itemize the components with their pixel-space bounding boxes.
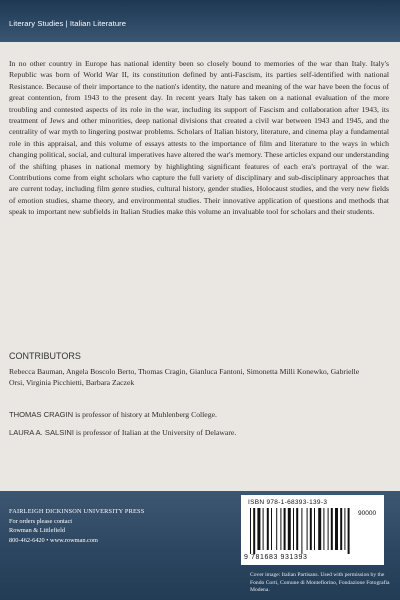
contributors-list: Rebecca Bauman, Angela Boscolo Berto, Thomas Cragin, Gianluca Fantoni, Simonetta Milli Konewko, Gabrielle Orsi, Virginia Picchietti, Barbara Zaczek — [9, 367, 360, 388]
editor-name: THOMAS CRAGIN — [9, 410, 74, 419]
barcode-icon — [248, 508, 380, 554]
barcode-digits: 9 781683 931393 — [244, 554, 308, 561]
contributors-heading: CONTRIBUTORS — [9, 351, 81, 361]
editor-name: LAURA A. SALSINI — [9, 428, 74, 437]
editor-affiliation: is professor of history at Muhlenberg College. — [73, 410, 217, 419]
distributor-name: Rowman & Littlefield — [9, 527, 65, 534]
orders-line: For orders please contact — [9, 517, 73, 525]
isbn-label: ISBN 978-1-68393-139-3 — [248, 499, 328, 506]
editor-bio — [9, 428, 389, 437]
editor-affiliation: is professor of Italian at the University of Delaware. — [74, 428, 237, 437]
publisher-name: FAIRLEIGH DICKINSON UNIVERSITY PRESS — [9, 508, 145, 515]
series-label: Literary Studies | Italian Literature — [9, 19, 127, 28]
editor-bio — [9, 410, 389, 419]
top-band — [0, 0, 400, 42]
publisher-block — [9, 507, 144, 545]
contact-line: 800-462-6420 • www.rowman.com — [9, 536, 98, 544]
price-code: 90000 — [358, 510, 377, 517]
cover-image-credit: Cover image: Italian Partisans. Used with permission by the Fondo Corti, Comune di Montefiorino, Fondazione Fotografia Modena. — [250, 572, 390, 594]
book-description: In no other country in Europe has national identity been so closely bound to memories of the war than Italy. Italy's Republic was born of World War II, its constitution defined by anti-Fascism, its parties self-identified with national Resistance. Because of their importance to the nation's identity, the nature and meaning of the war have been the focus of great contention, from 1943 to the present day. In recent years Italy has taken on a national evaluation of the more troubling and contested aspects of its role in the war, including its support of Fascism and collaboration after 1943, its treatment of Jews and other minorities, deep national divisions that created a civil war between 1943 and 1945, and the centrality of war myth to lingering postwar problems. Scholars of Italian history, literature, and cinema play a fundamental role in this appraisal, and this volume of essays attests to the importance of film and literature to the ways in which changing political, social, and cultural imperatives have altered the war's memory. These articles expand our understanding of the shifting phases in national memory by highlighting significant features of each era's portrayal of the war. Contributions come from eight scholars who capture the full variety of disciplinary and sub-disciplinary approaches that are current today, including film genre studies, cultural history, gender studies, Holocaust studies, and the very new fields of emotion studies, shame theory, and environmental studies. Their innovative application of questions and methods that speak to important new subfields in Italian Studies make this volume an invaluable tool for scholars and their students. — [9, 59, 389, 217]
